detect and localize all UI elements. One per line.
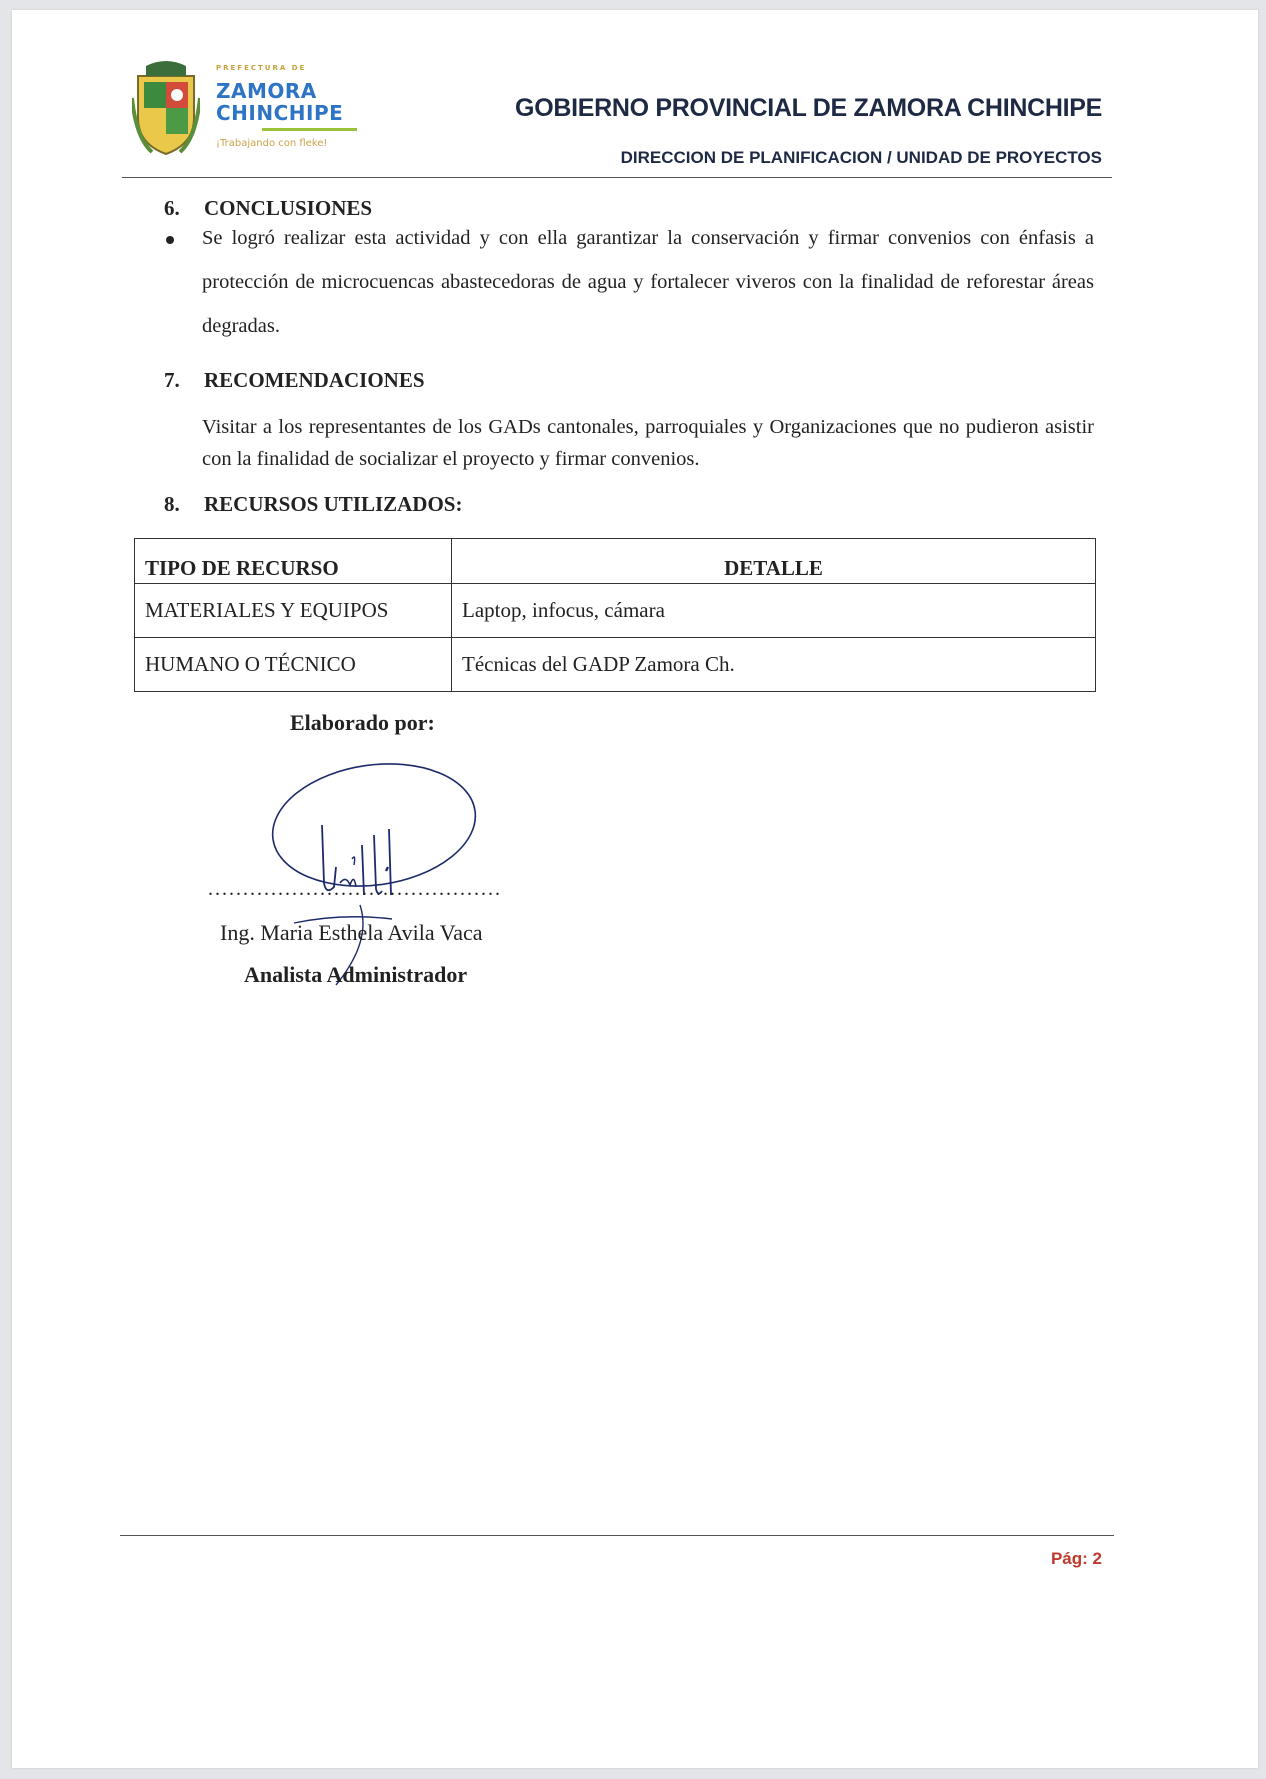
coat-of-arms-icon <box>132 58 200 158</box>
bullet-icon <box>166 236 174 244</box>
table-row <box>135 638 1096 692</box>
section-number: 8. <box>164 492 180 516</box>
section-recomendaciones-title <box>164 368 425 393</box>
table-cell: Laptop, infocus, cámara <box>452 584 1096 638</box>
table-row <box>135 584 1096 638</box>
signer-name: Ing. Maria Esthela Avila Vaca <box>220 920 483 945</box>
section-title-text: RECOMENDACIONES <box>204 368 425 392</box>
signer-role: Analista Administrador <box>244 962 468 987</box>
conclusiones-paragraph: Se logró realizar esta actividad y con ella garantizar la conservación y firmar convenios con énfasis a protección de microcuencas abastecedoras de agua y fortalecer viveros con la finalidad de reforestar áreas degradas. <box>202 227 1094 337</box>
table-cell: HUMANO O TÉCNICO <box>135 638 452 692</box>
table-header-cell: DETALLE <box>452 539 1096 584</box>
signature-line: .......................................... <box>208 878 502 900</box>
table-header-row <box>135 539 1096 584</box>
logo-prefectura-text: PREFECTURA DE <box>216 64 307 72</box>
page-number: Pág: 2 <box>1050 1549 1102 1568</box>
prefecture-logo <box>132 50 392 170</box>
section-title-text: CONCLUSIONES <box>204 196 373 220</box>
elaborado-por-label: Elaborado por: <box>290 710 435 735</box>
section-recursos-title <box>164 492 462 517</box>
footer-divider <box>120 1535 1114 1536</box>
table-cell: MATERIALES Y EQUIPOS <box>135 584 452 638</box>
table-header-cell: TIPO DE RECURSO <box>135 539 452 584</box>
section-number: 7. <box>164 368 180 392</box>
header-title: GOBIERNO PROVINCIAL DE ZAMORA CHINCHIPE <box>515 94 1102 122</box>
logo-zamora-text: ZAMORA <box>216 79 317 103</box>
header-subtitle: DIRECCION DE PLANIFICACION / UNIDAD DE PROYECTOS <box>620 148 1102 167</box>
table-cell: Técnicas del GADP Zamora Ch. <box>452 638 1096 692</box>
resources-table <box>134 538 1096 692</box>
logo-divider <box>262 128 357 131</box>
logo-chinchipe-text: CHINCHIPE <box>216 101 344 125</box>
section-title-text: RECURSOS UTILIZADOS: <box>204 492 463 516</box>
document-page <box>12 10 1258 1768</box>
handwritten-signature <box>252 755 492 995</box>
recomendaciones-paragraph: Visitar a los representantes de los GADs cantonales, parroquiales y Organizaciones que no pudieron asistir con la finalidad de socializar el proyecto y firmar convenios. <box>202 416 1094 470</box>
section-number: 6. <box>164 196 180 220</box>
header-divider <box>122 177 1112 178</box>
logo-slogan: ¡Trabajando con fleke! <box>216 138 328 149</box>
